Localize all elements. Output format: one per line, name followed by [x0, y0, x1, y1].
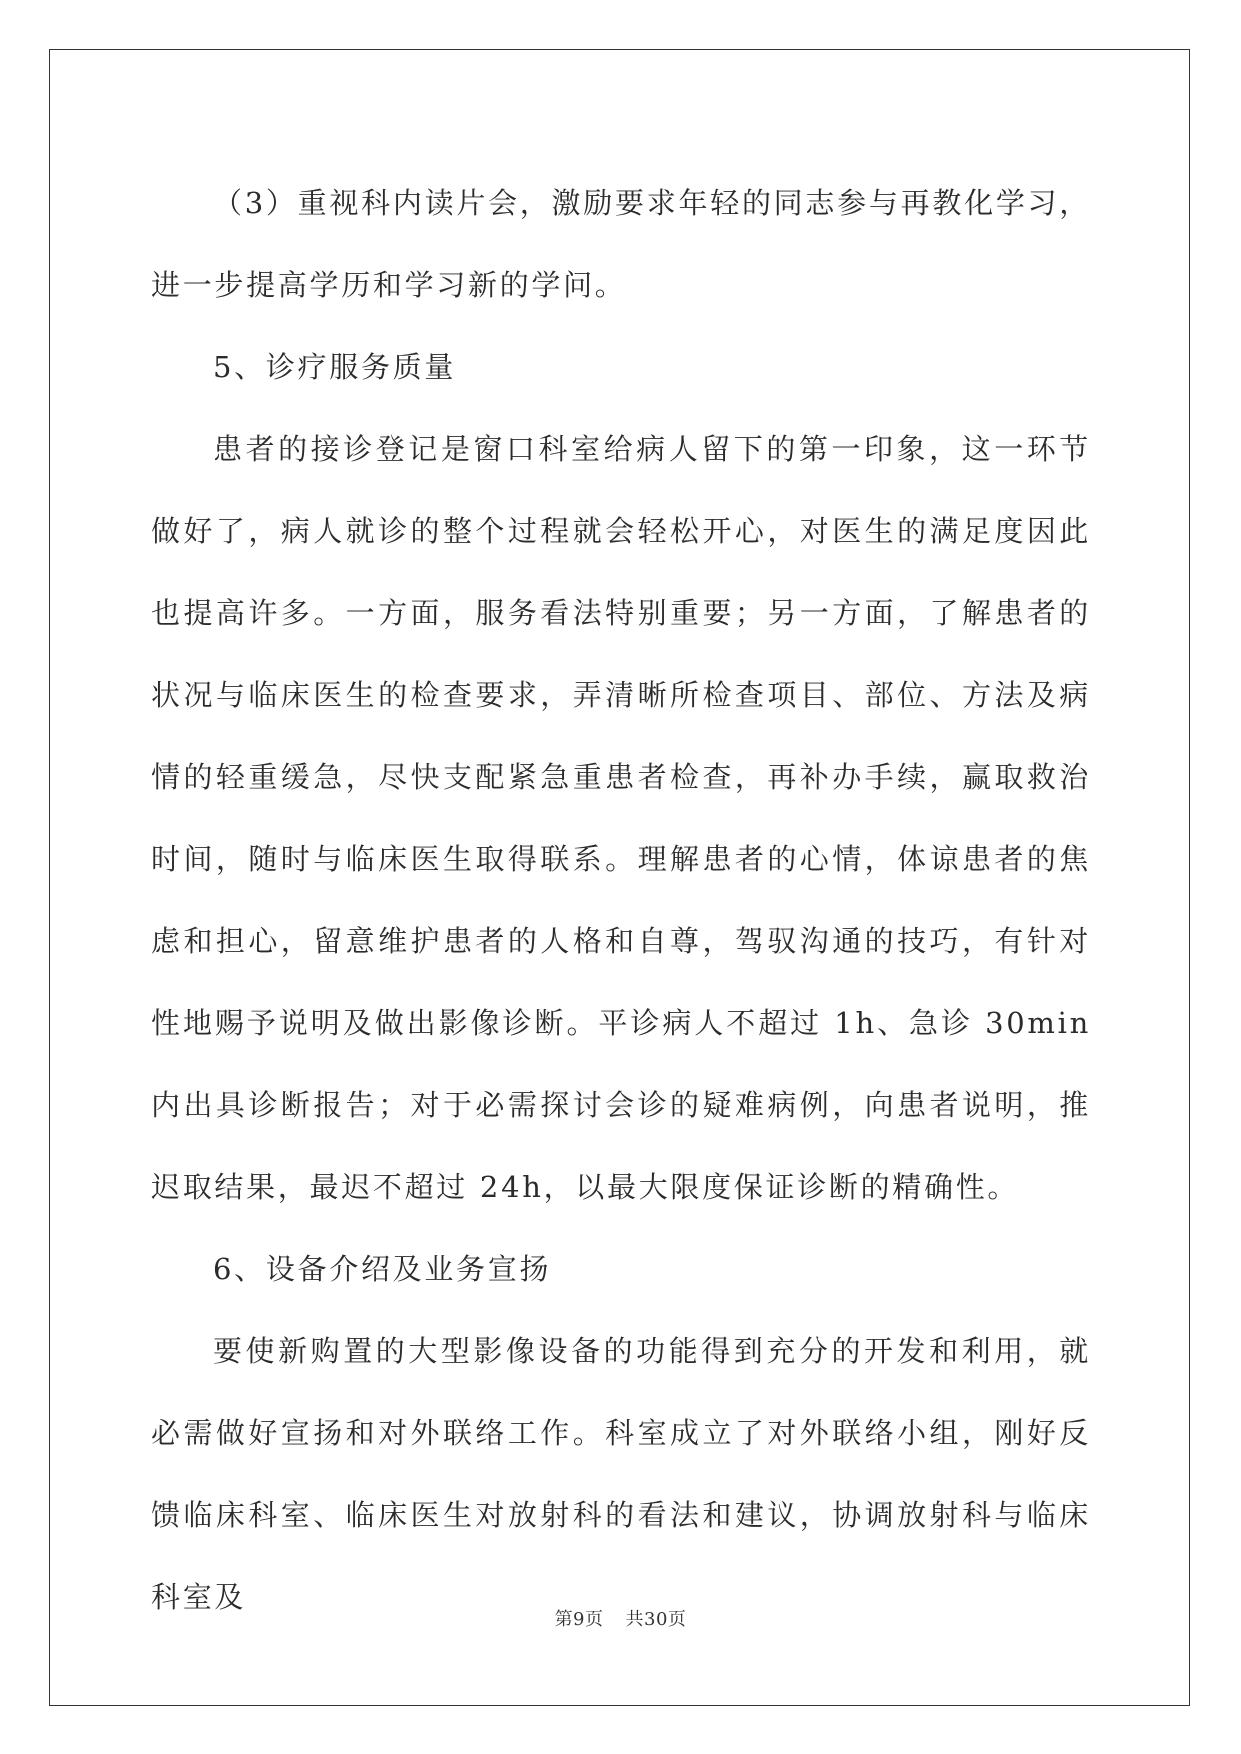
- document-body: [151, 162, 1091, 1638]
- page-number: 第9页: [554, 1609, 604, 1630]
- page-footer: [0, 1605, 1241, 1631]
- section-heading-equipment-promotion: 6、设备介绍及业务宣扬: [213, 1252, 552, 1286]
- page-total: 共30页: [625, 1609, 687, 1630]
- paragraph-patient-registration: 患者的接诊登记是窗口科室给病人留下的第一印象，这一环节做好了，病人就诊的整个过程就会轻松开心，对医生的满足度因此也提高许多。一方面，服务看法特别重要；另一方面，了解患者的状况与临床医生的检查要求，弄清晰所检查项目、部位、方法及病情的轻重缓急，尽快支配紧急重患者检查，再补办手续，赢取救治时间，随时与临床医生取得联系。理解患者的心情，体谅患者的焦虑和担心，留意维护患者的人格和自尊，驾驭沟通的技巧，有针对性地赐予说明及做出影像诊断。平诊病人不超过 1h、急诊 30min 内出具诊断报告；对于必需探讨会诊的疑难病例，向患者说明，推迟取结果，最迟不超过 24h，以最大限度保证诊断的精确性。: [151, 432, 1091, 1204]
- section-heading-service-quality: 5、诊疗服务质量: [213, 350, 457, 384]
- paragraph-equipment-promotion: 要使新购置的大型影像设备的功能得到充分的开发和利用，就必需做好宣扬和对外联络工作。科室成立了对外联络小组，刚好反馈临床科室、临床医生对放射科的看法和建议，协调放射科与临床科室及: [151, 1334, 1091, 1614]
- paragraph-reading-sessions: （3）重视科内读片会，激励要求年轻的同志参与再教化学习，进一步提高学历和学习新的学问。: [151, 186, 1091, 302]
